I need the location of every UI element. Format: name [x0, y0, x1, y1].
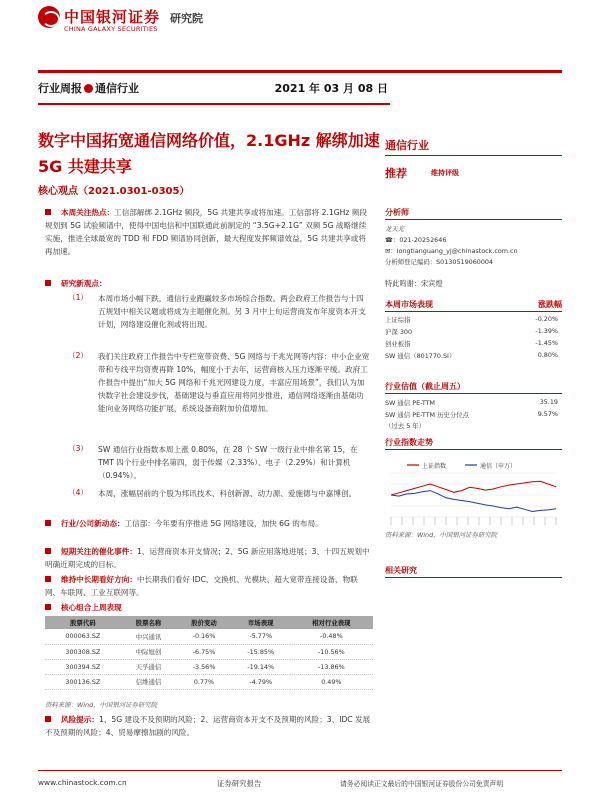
market-header-val: 涨跌幅: [538, 300, 562, 309]
sub-point-num: （4）: [68, 488, 89, 497]
table-cell: -19.14%: [232, 659, 290, 674]
market-row: [385, 339, 562, 350]
contributor: 特此鸣谢：宋宾煌: [385, 279, 443, 288]
sub-point-text: 我们关注政府工作报告中专栏宽带资费、5G 网络与千兆光网等内容：中小企业宽带和专线平均资费再降 10%，幅度小于去年，运营商核入压力逐渐平缓。政府工作报告中提出“加大 5G 网络和千兆光网建设力度，丰富应用场景”，我们认为加快数字社会建设步伐，基础建设与垂直应用将同步推进，通信网络逐渐由基础功能向业务网络功能扩展，系统设备商附加价值增加。: [98, 352, 370, 413]
bullet-text: 工信部：今年要有序推进 5G 网络建设，加快 6G 的布局。: [124, 519, 323, 528]
related-heading: 相关研究: [385, 566, 417, 575]
table-header: 股票名称: [121, 616, 177, 629]
header-divider: [38, 70, 562, 73]
table-cell: -13.86%: [290, 659, 373, 674]
analyst-heading: 分析师: [385, 208, 409, 217]
bullet-label: 研究新观点：: [61, 279, 107, 288]
header-divider-2: [38, 103, 390, 105]
valuation-row-name: SW 通信 PE-TTM: [385, 399, 436, 407]
table-cell: -0.16%: [176, 629, 232, 644]
analyst-email: ✉：longtianguang_yj@chinastock.com.cn: [385, 247, 518, 255]
market-row: [385, 327, 562, 338]
table-row: [45, 674, 373, 689]
report-title: 数字中国拓宽通信网络价值，2.1GHz 解绑加速 5G 共建共享: [38, 131, 380, 176]
brand-en: CHINA GALAXY SECURITIES: [64, 25, 158, 33]
valuation-row-val: 9.57%: [537, 410, 558, 418]
bullet-square-icon: [45, 209, 51, 215]
bullet-text: 中长期我们看好 IDC、交换机、光模块、超大宽带连接设备、物联网、车联网、工业互联网等。: [45, 575, 358, 597]
bullet-portfolio: [45, 601, 371, 614]
sub-point-text: SW 通信行业指数本周上涨 0.80%，在 28 个 SW 一级行业中排名第 15，在 TMT 四个行业中排名第四，弱于传媒（2.33%）、电子（2.29%）和计算机（0.94%）。: [98, 445, 358, 480]
valuation-row-val: 35.19: [539, 398, 558, 406]
table-cell: -0.48%: [290, 629, 373, 644]
table-row: [45, 629, 373, 644]
market-row-val: -1.45%: [535, 339, 558, 347]
bullet-square-icon: [45, 520, 51, 526]
table-cell: -6.75%: [176, 644, 232, 659]
legend-label-b: 通信（申万）: [480, 463, 517, 470]
sidebar-divider: [385, 577, 562, 578]
footer-url[interactable]: www.chinastock.com.cn: [38, 778, 127, 787]
valuation-row: [385, 398, 562, 409]
market-row: [385, 351, 562, 362]
table-cell: 中际旭创: [121, 644, 177, 659]
market-row-name: 创业板指: [385, 340, 411, 348]
sidebar-divider: [385, 219, 562, 220]
bullet-text: 工信部解绑 2.1GHz 频段，5G 共建共享或将加速。工信部将 2.1GHz 频段规划到 5G 试验频谱中，使得中国电信和中国联通此前制定的 “3.5G+2.1G” 双频 5G 战略继续实施，推进全球最宽的 TDD 和 FDD 频谱协同创新，最大程度发挥频谱效益，5G 共建共享或将再加速。: [45, 208, 367, 256]
bullet-label: 风险提示：: [61, 715, 99, 724]
sub-point-num: （2）: [68, 351, 89, 360]
table-cell: -5.77%: [232, 629, 290, 644]
bullet-industry-news: [45, 517, 371, 530]
table-cell: -3.56%: [176, 659, 232, 674]
table-header-row: [45, 616, 373, 629]
valuation-row-name: （过去 5 年）: [385, 422, 426, 430]
chart-source: 资料来源：Wind，中国银河证券研究院: [385, 531, 498, 539]
valuation-heading: 行业估值（截止周五）: [385, 382, 465, 391]
table-source: 资料来源：Wind，中国银河证券研究院: [45, 701, 158, 709]
report-industry: 通信行业: [95, 82, 139, 95]
report-type: [38, 80, 139, 96]
chart-ticks: [391, 517, 556, 525]
table-header: 相对行业表现: [290, 616, 373, 629]
valuation-row: [385, 421, 562, 432]
market-row-name: SW 通信（801770.SI）: [385, 352, 456, 360]
table-row: [45, 644, 373, 659]
report-date: 2021 年 03 月 08 日: [274, 82, 388, 95]
footer-divider: [38, 770, 562, 771]
company-logo-icon: [38, 6, 60, 28]
table-cell: 0.77%: [176, 674, 232, 689]
table-cell: -10.56%: [290, 644, 373, 659]
table-header: 股价变动: [176, 616, 232, 629]
bullet-text: 1、运营商资本开支情况；2、5G 新应用落地进展；3、十四五规划中明确近期完成的目标。: [45, 547, 370, 569]
sub-point-num: （3）: [68, 444, 89, 453]
bullet-square-icon: [45, 604, 51, 610]
bullet-square-icon: [45, 716, 51, 722]
bullet-square-icon: [45, 576, 51, 582]
market-heading-label: 本周市场表现: [385, 300, 433, 309]
table-cell: 300308.SZ: [45, 644, 121, 659]
table-cell: -4.79%: [232, 674, 290, 689]
market-row-name: 上证综指: [385, 316, 411, 324]
bullet-square-icon: [45, 280, 51, 286]
market-heading: [385, 299, 433, 310]
table-header: 市场表现: [232, 616, 290, 629]
separator-dot-icon: [84, 84, 93, 93]
report-type-label: 行业周报: [38, 82, 82, 95]
market-row-val: -1.39%: [535, 327, 558, 335]
analyst-phone: ☎：021-20252646: [385, 236, 447, 244]
sidebar-industry: 通信行业: [385, 139, 429, 152]
market-row-val: -0.20%: [535, 315, 558, 323]
chart-grid: [391, 473, 556, 517]
table-cell: 信维通信: [121, 674, 177, 689]
table-cell: 300136.SZ: [45, 674, 121, 689]
table-cell: 300394.SZ: [45, 659, 121, 674]
brand-cn: 中国银河证券: [64, 8, 161, 26]
bullet-risk: [45, 713, 371, 739]
bullet-hot-topic: [45, 206, 371, 258]
analyst-cert: 分析师登记编码：S0130519060004: [385, 258, 494, 266]
table-cell: 0.49%: [290, 674, 373, 689]
bullet-label: 维持中长期看好方向：: [61, 575, 137, 584]
bullet-catalysts: [45, 545, 371, 571]
bullet-label: 行业/公司新动态：: [61, 519, 125, 528]
sub-point-text: 本周市场小幅下跌，通信行业跑赢较多市场综合指数。两会政府工作报告与十四五规划中相关议题或将成为主题催化剂。另 3 月中上旬运营商发布年度资本开支计划，网络建设催化剂或将出现。: [98, 294, 366, 329]
valuation-row-name: SW 通信 PE-TTM 历史分位点: [385, 411, 470, 419]
core-view-heading: 核心观点（2021.0301-0305）: [38, 186, 190, 197]
table-cell: 天孚通信: [121, 659, 177, 674]
footer-disclaimer: 请务必阅读正文最后的中国银河证券股份公司免责声明: [340, 780, 504, 788]
table-cell: 000063.SZ: [45, 629, 121, 644]
valuation-row: [385, 410, 562, 421]
sidebar-divider: [385, 311, 562, 312]
trend-chart: [385, 453, 562, 528]
legend-label-a: 上证指数: [422, 463, 447, 470]
table-header: 股票代码: [45, 616, 121, 629]
bullet-text: 1、5G 建设不及预期的风险；2、运营商资本开支不及预期的风险；3、IDC 发展不及预期的风险；4、贸易摩擦加剧的风险。: [45, 715, 371, 737]
table-cell: 中兴通讯: [121, 629, 177, 644]
series-line-b: [391, 491, 556, 512]
market-row: [385, 315, 562, 326]
footer-label: 证券研究报告: [217, 779, 262, 788]
rating: 推荐: [385, 167, 407, 180]
brand-institute: 研究院: [170, 12, 203, 25]
sidebar-divider: [385, 155, 562, 156]
analyst-name: 龙天光: [385, 225, 405, 233]
market-row-name: 沪深 300: [385, 328, 413, 336]
bullet-label: 本周关注热点：: [61, 208, 115, 217]
sidebar-divider: [385, 393, 562, 394]
table-cell: -15.85%: [232, 644, 290, 659]
rating-sub: 维持评级: [431, 169, 459, 177]
market-row-val: 0.80%: [537, 351, 558, 359]
sub-point-text: 本周，涨幅居前的个股为邦讯技术、科创新源、动力源、爱施德与中嘉博创。: [98, 489, 357, 498]
bullet-square-icon: [45, 548, 51, 554]
bullet-label: 核心组合上周表现: [61, 603, 122, 612]
bullet-label: 短期关注的催化事件：: [61, 547, 137, 556]
table-row: [45, 659, 373, 674]
bullet-new-views: [45, 277, 371, 290]
trend-heading: 行业指数走势: [385, 438, 433, 447]
portfolio-table: [45, 616, 373, 690]
sidebar-divider: [385, 449, 562, 450]
sub-point-num: （1）: [68, 293, 89, 302]
bullet-long-term: [45, 573, 371, 599]
